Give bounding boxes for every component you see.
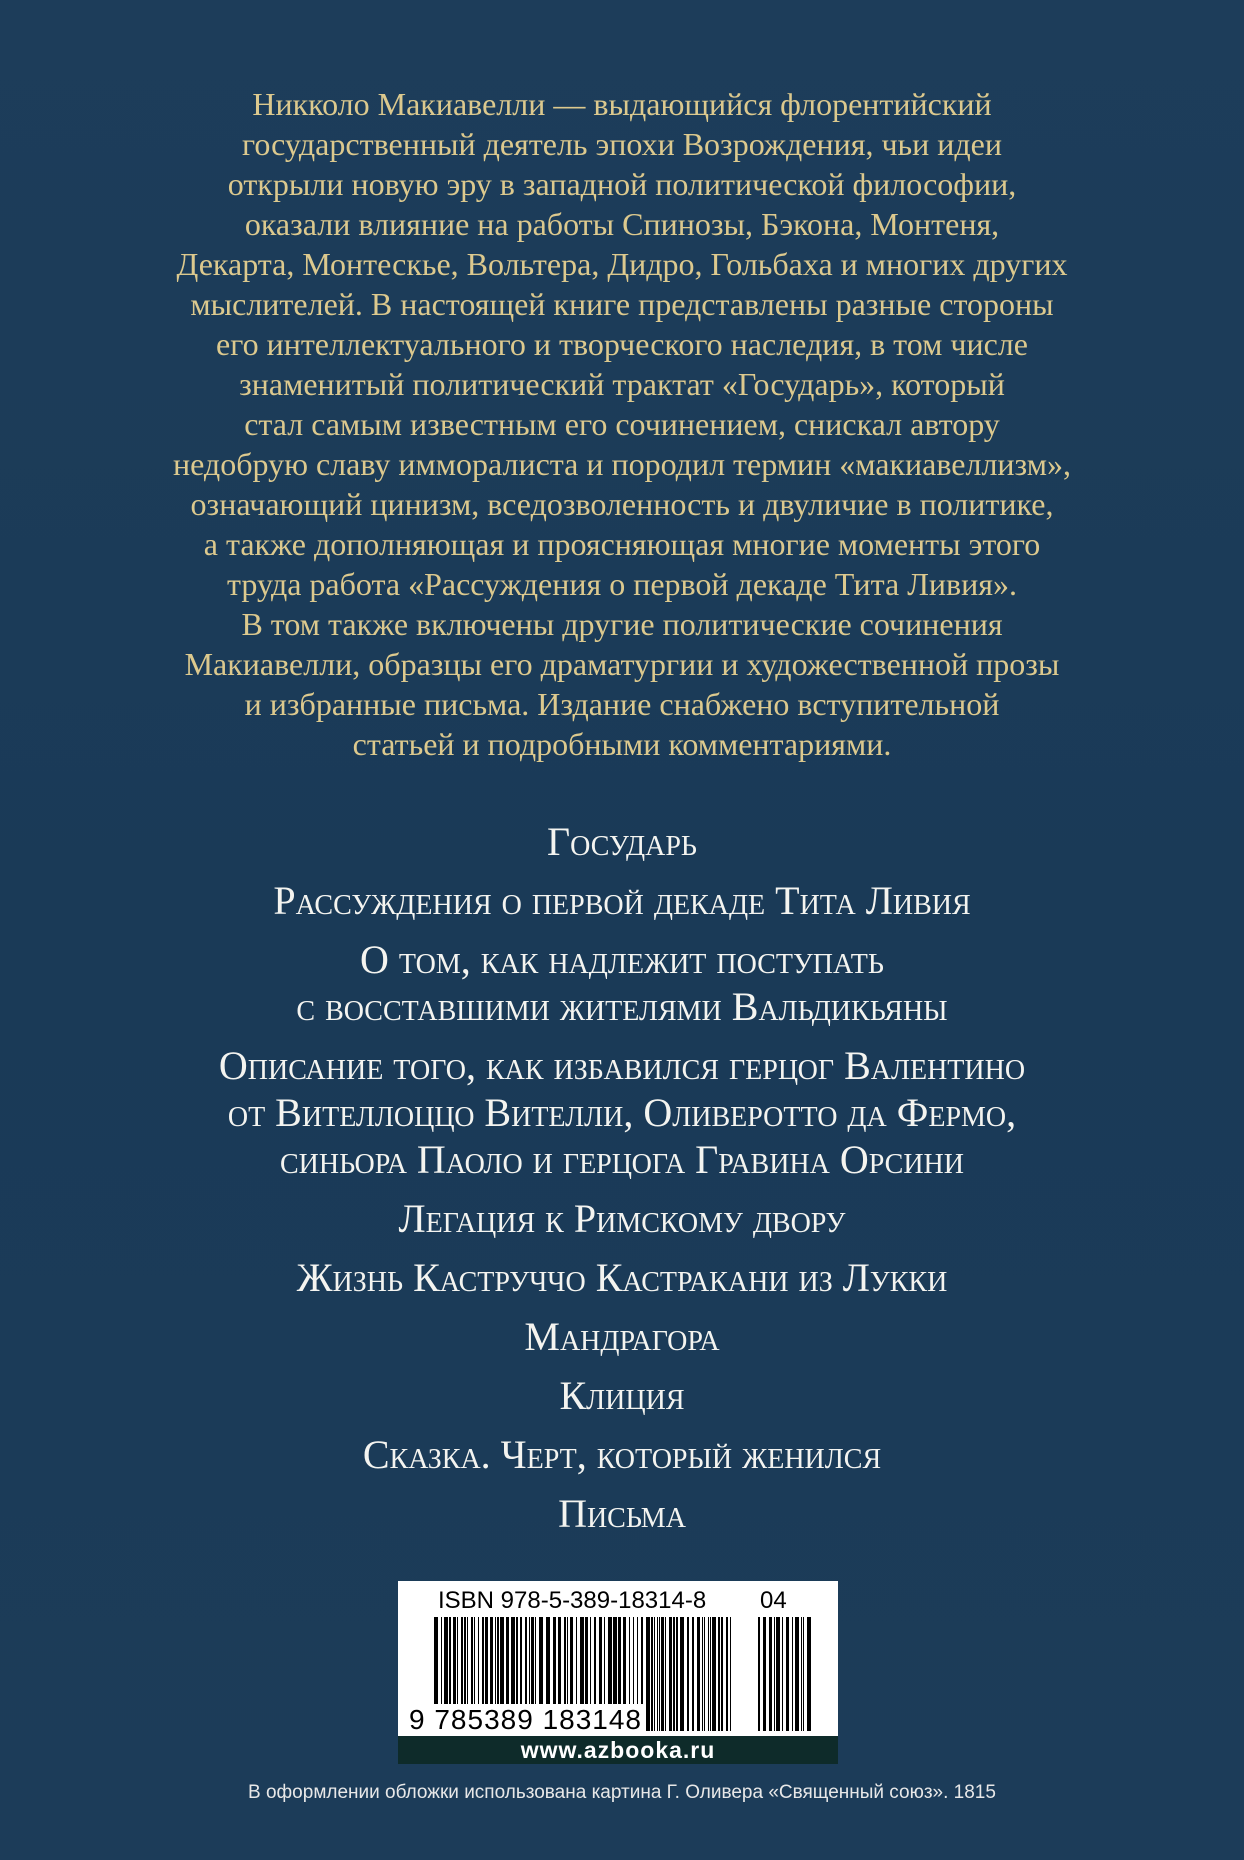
barcode-bar bbox=[807, 1617, 811, 1731]
contents-item-line: Легация к Римскому двору bbox=[398, 1196, 846, 1241]
contents-item bbox=[60, 1431, 1184, 1478]
barcode-bar bbox=[782, 1617, 783, 1731]
contents-item bbox=[60, 1254, 1184, 1301]
contents-item-line: Государь bbox=[547, 819, 697, 864]
barcode-bar bbox=[774, 1617, 775, 1731]
barcode-bar bbox=[801, 1617, 802, 1731]
annotation-line: и избранные письма. Издание снабжено вступительной bbox=[244, 686, 1000, 722]
contents-item-line: Описание того, как избавился герцог Валентино bbox=[218, 1043, 1026, 1088]
barcode-bar bbox=[704, 1617, 705, 1731]
annotation-text bbox=[90, 84, 1154, 764]
barcode-bar bbox=[792, 1617, 793, 1731]
contents-item bbox=[60, 1372, 1184, 1419]
barcode-bar bbox=[721, 1617, 723, 1731]
contents-item-line: Клиция bbox=[559, 1373, 685, 1418]
contents-item-line: с восставшими жителями Вальдикьяны bbox=[296, 984, 948, 1029]
barcode-bar bbox=[769, 1617, 772, 1731]
addon-barcode-bars bbox=[758, 1617, 814, 1731]
barcode-bar bbox=[659, 1617, 660, 1731]
contents-item-line: от Вителлоццо Вителли, Оливеротто да Фермо, bbox=[227, 1090, 1017, 1135]
contents-item-line: О том, как надлежит поступать bbox=[360, 937, 884, 982]
annotation-line: недобрую славу иммoралиста и породил термин «макиавеллизм», bbox=[173, 446, 1071, 482]
contents-item bbox=[60, 1195, 1184, 1242]
annotation-line: Никколо Макиавелли — выдающийся флорентийский bbox=[252, 86, 992, 122]
contents-item-line: синьора Паоло и герцога Гравина Орсини bbox=[279, 1137, 964, 1182]
barcode-bar bbox=[786, 1617, 789, 1731]
barcode-bar bbox=[692, 1617, 694, 1731]
contents-item bbox=[60, 936, 1184, 1030]
annotation-line: а также дополняющая и проясняющая многие моменты этого bbox=[203, 526, 1041, 562]
annotation-line: его интеллектуального и творческого наследия, в том числе bbox=[216, 326, 1028, 362]
contents-item-line: Жизнь Каструччо Кастракани из Лукки bbox=[296, 1255, 948, 1300]
barcode-bar bbox=[697, 1617, 700, 1731]
annotation-line: означающий цинизм, вседозволенность и двуличие в политике, bbox=[190, 486, 1054, 522]
annotation-line: знаменитый политический трактат «Государь», который bbox=[239, 366, 1005, 402]
contents-item-line: Мандрагора bbox=[524, 1314, 720, 1359]
annotation-line: государственный деятель эпохи Возрождения, чьи идеи bbox=[242, 126, 1002, 162]
barcode-bar bbox=[687, 1617, 689, 1731]
contents-item-line: Рассуждения о первой декаде Тита Ливия bbox=[273, 878, 971, 923]
barcode-bar bbox=[710, 1617, 711, 1731]
barcode-bar bbox=[726, 1617, 728, 1731]
barcode-bar bbox=[654, 1617, 655, 1731]
barcode-bar bbox=[646, 1617, 650, 1731]
annotation-line: статьей и подробными комментариями. bbox=[352, 726, 892, 762]
publisher-website: www.azbooka.ru bbox=[398, 1736, 838, 1764]
annotation-line: мыслителей. В настоящей книге представлены разные стороны bbox=[190, 286, 1054, 322]
barcode-bar bbox=[665, 1617, 666, 1731]
barcode-bar bbox=[661, 1617, 664, 1731]
barcode-bar bbox=[702, 1617, 703, 1731]
barcode-bar bbox=[763, 1617, 766, 1731]
barcode-bar bbox=[795, 1617, 799, 1731]
annotation-line: Декарта, Монтескье, Вольтера, Дидро, Гольбаха и многих других bbox=[176, 246, 1068, 282]
contents-item bbox=[60, 1490, 1184, 1537]
barcode-bar bbox=[712, 1617, 716, 1731]
barcode-bar bbox=[730, 1617, 731, 1731]
annotation-line: В том также включены другие политические сочинения bbox=[241, 606, 1003, 642]
barcode-bar bbox=[651, 1617, 653, 1731]
annotation-line: оказали влияние на работы Спинозы, Бэкона, Монтеня, bbox=[244, 206, 1000, 242]
barcode-bar bbox=[708, 1617, 709, 1731]
annotation-line: Макиавелли, образцы его драматургии и художественной прозы bbox=[184, 646, 1060, 682]
barcode-bar bbox=[718, 1617, 720, 1731]
barcode-bar bbox=[758, 1617, 760, 1731]
contents-item bbox=[60, 1042, 1184, 1183]
cover-art-credit: В оформлении обложки использована картина Г. Оливера «Священный союз». 1815 bbox=[248, 1782, 996, 1803]
barcode-bar bbox=[669, 1617, 672, 1731]
contents-list bbox=[60, 818, 1184, 1549]
annotation-line: труда работа «Рассуждения о первой декаде Тита Ливия». bbox=[227, 566, 1017, 602]
barcode-bar bbox=[803, 1617, 804, 1731]
annotation-line: стал самым известным его сочинением, снискал автору bbox=[244, 406, 1000, 442]
contents-item bbox=[60, 1313, 1184, 1360]
contents-item bbox=[60, 818, 1184, 865]
contents-item-line: Сказка. Черт, который женился bbox=[362, 1432, 882, 1477]
barcode-bar bbox=[657, 1617, 658, 1731]
isbn-label: ISBN 978-5-389-18314-8 bbox=[438, 1587, 707, 1614]
barcode-bar bbox=[673, 1617, 675, 1731]
contents-item-line: Письма bbox=[558, 1491, 686, 1536]
ean-digits: 9 785389 183148 bbox=[406, 1704, 645, 1736]
barcode-bar bbox=[776, 1617, 780, 1731]
isbn-addon-label: 04 bbox=[760, 1587, 787, 1614]
annotation-line: открыли новую эру в западной политической философии, bbox=[227, 166, 1017, 202]
barcode-bar bbox=[676, 1617, 678, 1731]
barcode-block bbox=[398, 1581, 838, 1764]
barcode-bar bbox=[680, 1617, 684, 1731]
contents-item bbox=[60, 877, 1184, 924]
